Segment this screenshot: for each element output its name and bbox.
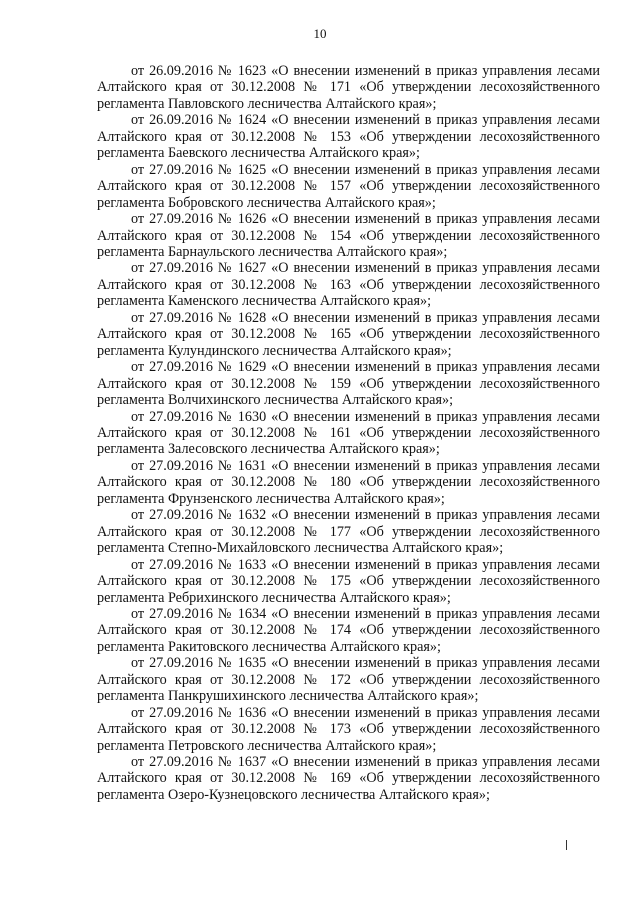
entry-line-1: от 27.09.2016 № 1631 «О внесении изменений в приказ управления лесами [131,457,600,474]
entry-line-3: регламента Озеро-Кузнецовского лесничества Алтайского края»; [97,786,490,803]
entry-line-2: Алтайского края от 30.12.2008 № 173 «Об утверждении лесохозяйственного [97,721,600,738]
entry-line-3: регламента Барнаульского лесничества Алтайского края»; [97,243,448,260]
entry-line-2: Алтайского края от 30.12.2008 № 172 «Об утверждении лесохозяйственного [97,671,600,688]
entry-line-2: Алтайского края от 30.12.2008 № 174 «Об утверждении лесохозяйственного [97,622,600,639]
entry-line-1: от 27.09.2016 № 1635 «О внесении изменений в приказ управления лесами [131,655,600,672]
entry-line-2: Алтайского края от 30.12.2008 № 157 «Об утверждении лесохозяйственного [97,178,600,195]
order-entry [97,754,600,803]
entry-line-1: от 26.09.2016 № 1623 «О внесении изменений в приказ управления лесами [131,63,600,79]
entry-line-1: от 27.09.2016 № 1637 «О внесении изменений в приказ управления лесами [131,754,600,771]
entry-line-1: от 27.09.2016 № 1627 «О внесении изменений в приказ управления лесами [131,260,600,277]
order-entry [97,606,600,655]
order-entry [97,507,600,556]
entry-line-3: регламента Панкрушихинского лесничества Алтайского края»; [97,688,479,705]
entry-line-1: от 27.09.2016 № 1629 «О внесении изменений в приказ управления лесами [131,359,600,376]
entry-line-2: Алтайского края от 30.12.2008 № 159 «Об утверждении лесохозяйственного [97,375,600,392]
entry-line-3: регламента Баевского лесничества Алтайского края»; [97,145,420,162]
entry-line-1: от 27.09.2016 № 1628 «О внесении изменений в приказ управления лесами [131,309,600,326]
entry-line-2: Алтайского края от 30.12.2008 № 175 «Об утверждении лесохозяйственного [97,573,600,590]
entry-line-1: от 27.09.2016 № 1633 «О внесении изменений в приказ управления лесами [131,556,600,573]
entry-line-2: Алтайского края от 30.12.2008 № 177 «Об утверждении лесохозяйственного [97,523,600,540]
entry-line-2: Алтайского края от 30.12.2008 № 154 «Об утверждении лесохозяйственного [97,227,600,244]
entry-line-1: от 26.09.2016 № 1624 «О внесении изменений в приказ управления лесами [131,112,600,129]
order-entry [97,655,600,704]
entry-line-3: регламента Бобровского лесничества Алтайского края»; [97,194,436,211]
entry-line-1: от 27.09.2016 № 1632 «О внесении изменений в приказ управления лесами [131,507,600,524]
entry-line-3: регламента Павловского лесничества Алтайского края»; [97,95,437,112]
entry-line-3: регламента Залесовского лесничества Алтайского края»; [97,441,440,458]
entry-line-1: от 27.09.2016 № 1634 «О внесении изменений в приказ управления лесами [131,605,600,622]
entry-line-2: Алтайского края от 30.12.2008 № 153 «Об утверждении лесохозяйственного [97,128,600,145]
entry-line-2: Алтайского края от 30.12.2008 № 163 «Об утверждении лесохозяйственного [97,276,600,293]
entry-line-3: регламента Волчихинского лесничества Алтайского края»; [97,392,454,409]
document-body [97,63,600,803]
entry-line-1: от 27.09.2016 № 1626 «О внесении изменений в приказ управления лесами [131,211,600,228]
entry-line-3: регламента Фрунзенского лесничества Алтайского края»; [97,490,445,507]
entry-line-3: регламента Кулундинского лесничества Алтайского края»; [97,342,452,359]
order-entry [97,409,600,458]
order-entry [97,310,600,359]
entry-line-3: регламента Каменского лесничества Алтайского края»; [97,293,432,310]
entry-line-2: Алтайского края от 30.12.2008 № 165 «Об утверждении лесохозяйственного [97,326,600,343]
order-entry [97,458,600,507]
entry-line-2: Алтайского края от 30.12.2008 № 161 «Об утверждении лесохозяйственного [97,424,600,441]
order-entry [97,359,600,408]
entry-line-2: Алтайского края от 30.12.2008 № 180 «Об утверждении лесохозяйственного [97,474,600,491]
order-entry [97,260,600,309]
page-number: 10 [313,26,327,41]
entry-line-3: регламента Петровского лесничества Алтайского края»; [97,737,437,754]
order-entry [97,112,600,161]
entry-line-3: регламента Ребрихинского лесничества Алтайского края»; [97,589,451,606]
order-entry [97,557,600,606]
entry-line-1: от 27.09.2016 № 1630 «О внесении изменений в приказ управления лесами [131,408,600,425]
order-entry [97,211,600,260]
order-entry [97,705,600,754]
entry-line-1: от 27.09.2016 № 1636 «О внесении изменений в приказ управления лесами [131,704,600,721]
entry-line-2: Алтайского края от 30.12.2008 № 169 «Об утверждении лесохозяйственного [97,770,600,787]
margin-mark [566,840,567,850]
entry-line-2: Алтайского края от 30.12.2008 № 171 «Об утверждении лесохозяйственного [97,79,600,96]
order-entry [97,162,600,211]
entry-line-3: регламента Ракитовского лесничества Алтайского края»; [97,638,441,655]
entry-line-3: регламента Степно-Михайловского лесничества Алтайского края»; [97,540,504,557]
entry-line-1: от 27.09.2016 № 1625 «О внесении изменений в приказ управления лесами [131,161,600,178]
order-entry [97,63,600,112]
